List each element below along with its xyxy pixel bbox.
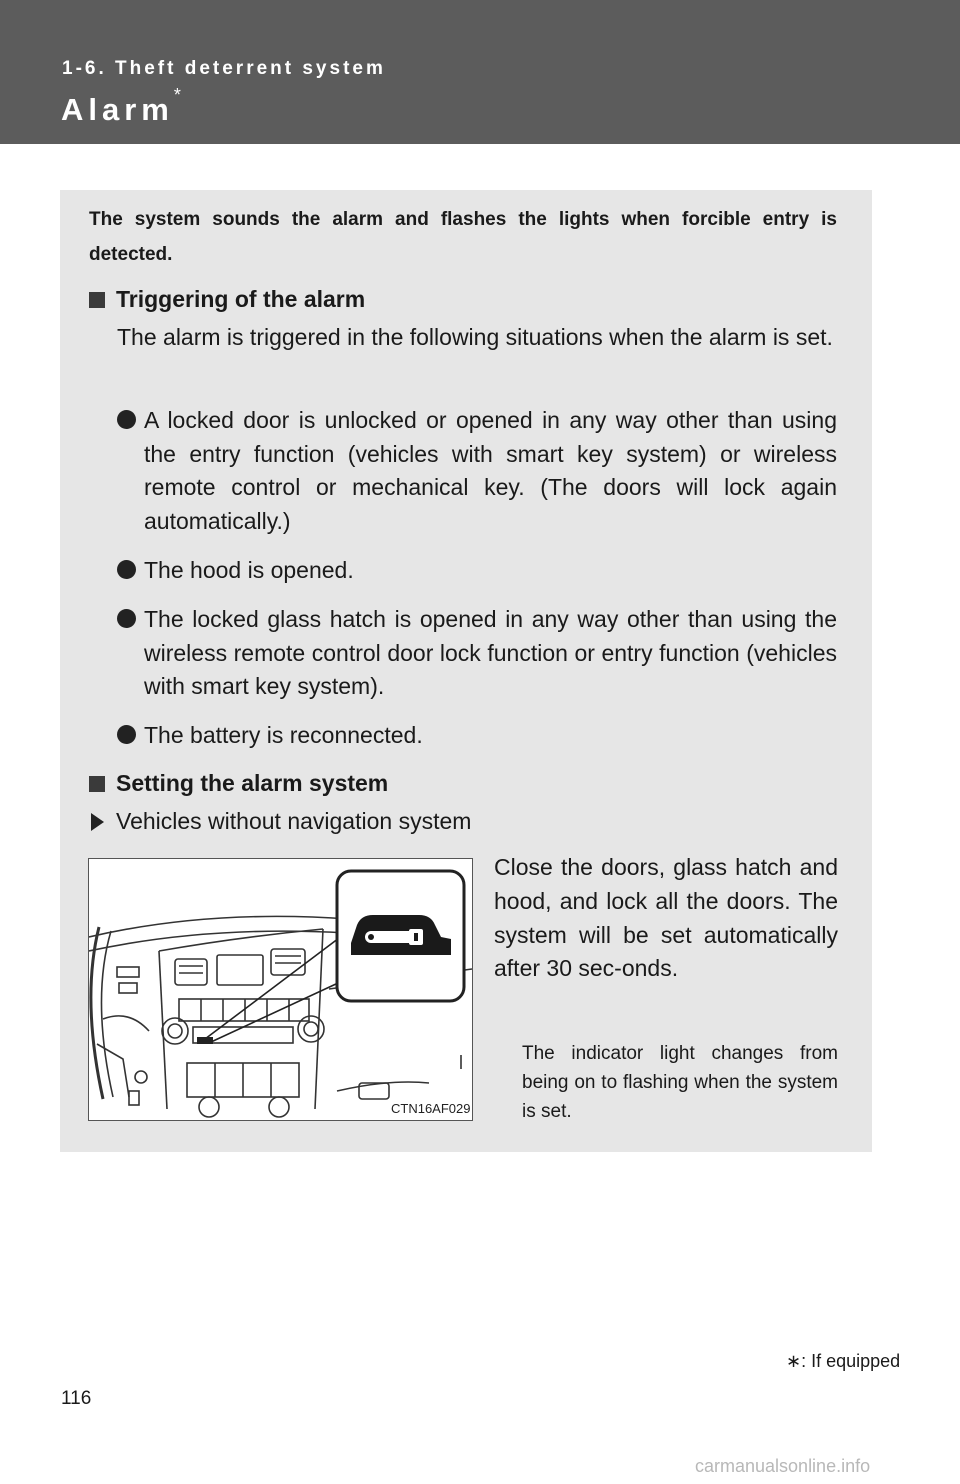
bullet-text: A locked door is unlocked or opened in any way other than using the entry function (vehicles with smart key system) or wireless remote control or mechanical key. (The doors will lock again automatically.): [144, 407, 837, 534]
setting-heading-text: Setting the alarm system: [116, 770, 389, 796]
triggering-heading: [89, 286, 365, 313]
bullet-item: [117, 603, 837, 704]
watermark: carmanualsonline.info: [695, 1456, 871, 1476]
setting-instruction: Close the doors, glass hatch and hood, and lock all the doors. The system will be set automatically after 30 sec-onds.: [494, 854, 838, 982]
figure-code: CTN16AF029: [391, 1101, 471, 1116]
triggering-heading-text: Triggering of the alarm: [116, 286, 366, 312]
title-text: Alarm: [61, 92, 174, 127]
triggering-text: The alarm is triggered in the following situations when the alarm is set.: [117, 324, 833, 350]
square-bullet-icon: [89, 776, 105, 792]
section-title: 1-6. Theft deterrent system: [62, 58, 386, 79]
bullet-text: The hood is opened.: [144, 557, 354, 583]
variant-text: Vehicles without navigation system: [116, 808, 472, 834]
bullet-dot-icon: [117, 609, 136, 628]
page-number: 116: [61, 1388, 92, 1409]
bullet-text: The battery is reconnected.: [144, 722, 423, 748]
setting-heading: [89, 770, 388, 797]
if-equipped-note: ∗: If equipped: [786, 1351, 901, 1371]
page-title: [61, 84, 181, 128]
variant-label: [91, 808, 471, 835]
page-header: [0, 0, 960, 144]
bullet-dot-icon: [117, 410, 136, 429]
arrow-right-icon: [91, 813, 104, 831]
square-bullet-icon: [89, 292, 105, 308]
dashboard-drawing: [89, 859, 472, 1120]
indicator-note: The indicator light changes from being on to flashing when the system is set.: [522, 1043, 838, 1122]
bullet-text: The locked glass hatch is opened in any way other than using the wireless remote control door lock function or entry function (vehicles with smart key system).: [144, 606, 837, 699]
bullet-item: [117, 719, 837, 753]
bullet-dot-icon: [117, 725, 136, 744]
intro-text: The system sounds the alarm and flashes the lights when forcible entry is detected.: [89, 209, 837, 265]
dashboard-illustration: [88, 858, 473, 1121]
if-equipped-mark: *: [173, 84, 181, 105]
bullet-item: [117, 404, 837, 538]
bullet-dot-icon: [117, 560, 136, 579]
bullet-item: [117, 554, 837, 588]
